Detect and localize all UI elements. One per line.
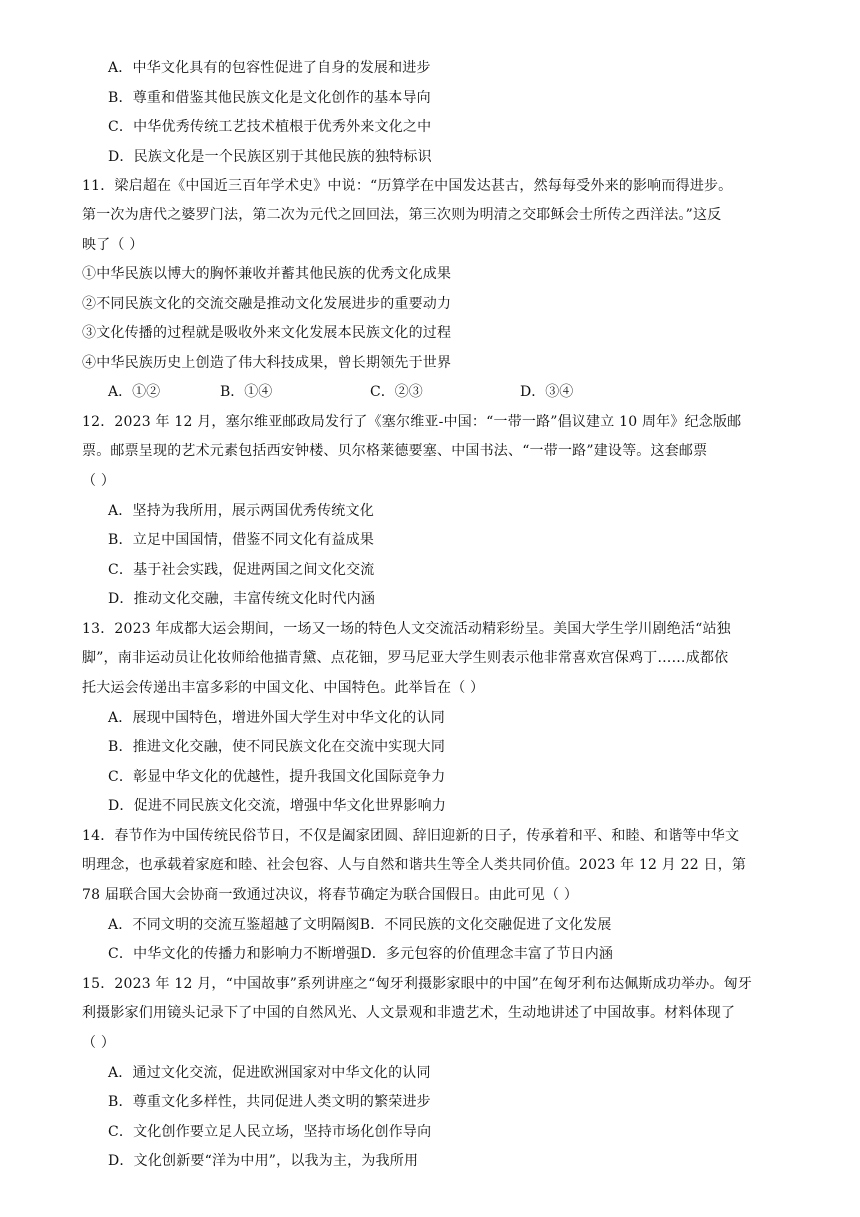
q13-stem-line-1: 13．2023 年成都大运会期间，一场又一场的特色人文交流活动精彩纷呈。美国大学生学川剧绝活“站独 [82, 621, 731, 637]
q13-stem-line-3: 托大运会传递出丰富多彩的中国文化、中国特色。此举旨在（ ） [82, 680, 485, 696]
q12-stem-line-3: （ ） [82, 473, 116, 489]
q12-option-b: B．立足中国国情，借鉴不同文化有益成果 [108, 532, 375, 548]
q15-stem-line-3: （ ） [82, 1035, 116, 1051]
q15-option-a: A．通过文化交流，促进欧洲国家对中华文化的认同 [108, 1065, 431, 1081]
q11-statement-4: ④中华民族历史上创造了伟大科技成果，曾长期领先于世界 [82, 355, 452, 371]
q12-option-d: D．推动文化交融，丰富传统文化时代内涵 [108, 591, 376, 607]
q14-option-b: B．不同民族的文化交融促进了文化发展 [359, 917, 612, 933]
q14-options-row-1 [108, 915, 828, 935]
q13-stem-line-2: 脚”，南非运动员让化妆师给他描青黛、点花钿，罗马尼亚大学生则表示他非常喜欢宫保鸡丁……成都依 [82, 650, 729, 666]
q14-option-c: C．中华文化的传播力和影响力不断增强 [108, 946, 361, 962]
q14-option-d: D．多元包容的价值理念丰富了节日内涵 [360, 946, 614, 962]
q14-stem-line-3: 78 届联合国大会协商一致通过决议，将春节确定为联合国假日。由此可见（ ） [82, 887, 579, 903]
q13-option-b: B．推进文化交融，使不同民族文化在交流中实现大同 [108, 739, 446, 755]
q10-option-c: C．中华优秀传统工艺技术植根于优秀外来文化之中 [108, 119, 432, 135]
q11-choices-row [108, 382, 573, 402]
q11-choice-b: B．①④ [220, 384, 273, 400]
q15-stem-line-1: 15．2023 年 12 月，“中国故事”系列讲座之“匈牙利摄影家眼中的中国”在匈牙利布达佩斯成功举办。匈牙 [82, 976, 753, 992]
q15-option-c: C．文化创作要立足人民立场，坚持市场化创作导向 [108, 1124, 432, 1140]
q14-stem-line-2: 明理念，也承载着家庭和睦、社会包容、人与自然和谐共生等全人类共同价值。2023 年 12 月 22 日，第 [82, 857, 747, 873]
q13-option-d: D．促进不同民族文化交流，增强中华文化世界影响力 [108, 798, 447, 814]
q14-option-a: A．不同文明的交流互鉴超越了文明隔阂 [108, 917, 360, 933]
q11-stem-line-2: 第一次为唐代之婆罗门法，第二次为元代之回回法，第三次则为明清之交耶稣会士所传之西洋法。”这反 [82, 207, 722, 223]
q14-options-row-2 [108, 944, 828, 964]
q10-option-a: A．中华文化具有的包容性促进了自身的发展和进步 [108, 60, 431, 76]
q11-choice-d: D．③④ [520, 384, 574, 400]
q11-stem-line-3: 映了（ ） [82, 237, 144, 253]
q10-option-d: D．民族文化是一个民族区别于其他民族的独特标识 [108, 149, 432, 165]
q13-option-c: C．彰显中华文化的优越性，提升我国文化国际竞争力 [108, 769, 446, 785]
q11-choice-a: A．①② [108, 384, 161, 400]
q12-option-a: A．坚持为我所用，展示两国优秀传统文化 [108, 503, 374, 519]
q11-stem-line-1: 11．梁启超在《中国近三百年学术史》中说：“历算学在中国发达甚古，然每每受外来的影响而得进步。 [82, 178, 733, 194]
q11-choice-c: C．②③ [370, 384, 423, 400]
q11-statement-2: ②不同民族文化的交流交融是推动文化发展进步的重要动力 [82, 296, 452, 312]
q15-option-d: D．文化创新要“洋为中用”，以我为主，为我所用 [108, 1153, 419, 1169]
q12-stem-line-2: 票。邮票呈现的艺术元素包括西安钟楼、贝尔格莱德要塞、中国书法、“一带一路”建设等。这套邮票 [82, 443, 708, 459]
q13-option-a: A．展现中国特色，增进外国大学生对中华文化的认同 [108, 710, 445, 726]
q12-stem-line-1: 12．2023 年 12 月，塞尔维亚邮政局发行了《塞尔维亚-中国：“一带一路”倡议建立 10 周年》纪念版邮 [82, 414, 742, 430]
q15-option-b: B．尊重文化多样性，共同促进人类文明的繁荣进步 [108, 1094, 431, 1110]
q15-stem-line-2: 利摄影家们用镜头记录下了中国的自然风光、人文景观和非遗艺术，生动地讲述了中国故事。材料体现了 [82, 1005, 736, 1021]
q14-stem-line-1: 14．春节作为中国传统民俗节日，不仅是阖家团圆、辞旧迎新的日子，传承着和平、和睦、和谐等中华文 [82, 828, 740, 844]
q11-statement-3: ③文化传播的过程就是吸收外来文化发展本民族文化的过程 [82, 325, 452, 341]
q10-option-b: B．尊重和借鉴其他民族文化是文化创作的基本导向 [108, 90, 431, 106]
q11-statement-1: ①中华民族以博大的胸怀兼收并蓄其他民族的优秀文化成果 [82, 266, 452, 282]
q12-option-c: C．基于社会实践，促进两国之间文化交流 [108, 562, 375, 578]
